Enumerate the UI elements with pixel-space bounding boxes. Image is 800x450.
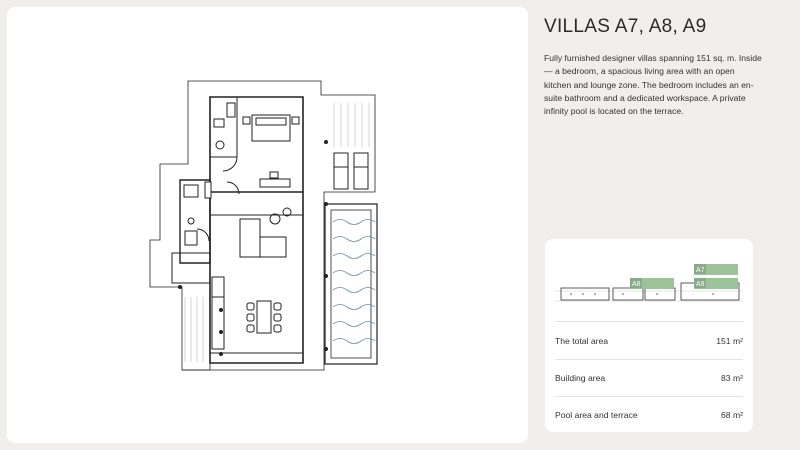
stat-label: The total area [555,335,609,346]
stat-building-area [555,359,743,397]
floor-plan-panel [7,7,528,443]
stat-label: Building area [555,372,606,383]
floor-plan-drawing [7,7,528,443]
page-title: VILLAS A7, A8, A9 [544,16,707,37]
site-plan-minimap [553,257,745,313]
stat-value: 83 m² [721,372,743,383]
stat-label: Pool area and terrace [555,409,638,420]
site-label-a9: A9 [696,281,705,288]
site-label-a7: A7 [696,267,705,274]
highlighted-villas [630,264,738,289]
stat-total-area [555,321,743,360]
stat-value: 68 m² [721,409,743,420]
villa-description: Fully furnished designer villas spanning 151 sq. m. Inside — a bedroom, a spacious living area with an open kitchen and lounge zone. The bedroom includes an en-suite bathroom and a dedicated workspace. A private infinity pool is located on the terrace. [544,53,762,117]
area-info-card [545,239,753,432]
stat-value: 151 m² [716,335,743,346]
stat-pool-terrace-area [555,396,743,433]
site-label-a8: A8 [632,281,641,288]
